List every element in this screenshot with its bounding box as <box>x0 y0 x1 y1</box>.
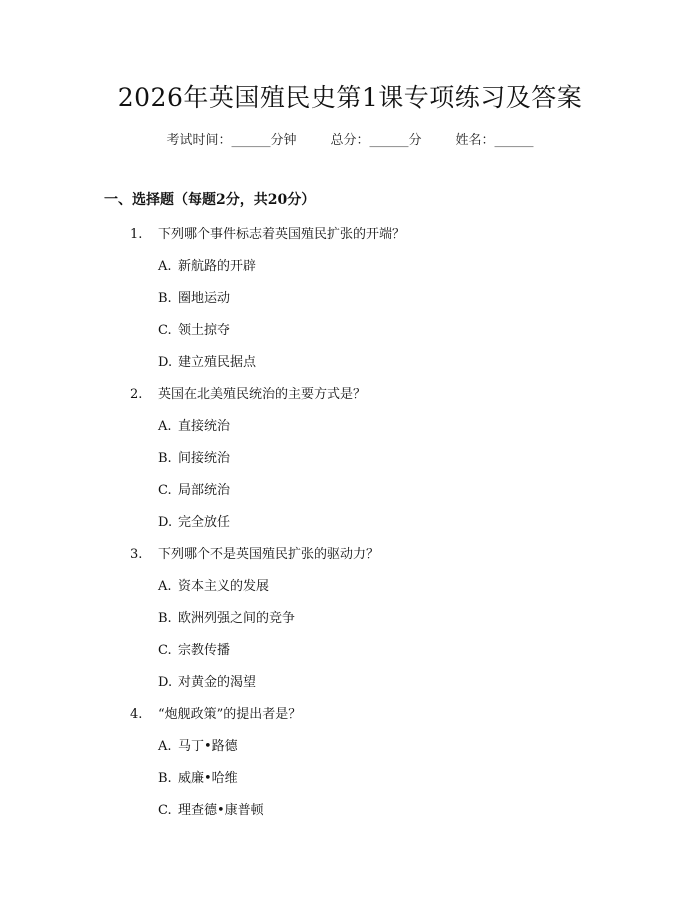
option-text: 宗教传播 <box>178 643 231 658</box>
question-4-option-a <box>0 731 700 763</box>
question-2-option-b <box>0 443 700 475</box>
option-letter: D. <box>158 515 173 530</box>
option-text: 间接统治 <box>178 451 231 466</box>
option-text: 建立殖民据点 <box>178 355 257 370</box>
question-text: 下列哪个事件标志着英国殖民扩张的开端？ <box>158 227 406 242</box>
option-text: 圈地运动 <box>178 291 231 306</box>
option-text: 威廉•哈维 <box>178 771 238 786</box>
question-3-option-b <box>0 603 700 635</box>
document-title: 2026年英国殖民史第1课专项练习及答案 <box>117 83 583 112</box>
question-2-option-d <box>0 507 700 539</box>
question-2 <box>0 379 700 411</box>
question-1-option-a <box>0 251 700 283</box>
question-3-option-d <box>0 667 700 699</box>
option-letter: A. <box>158 579 172 594</box>
option-letter: D. <box>158 355 173 370</box>
option-letter: C. <box>158 483 172 498</box>
question-number: 4. <box>130 707 143 722</box>
question-number: 2. <box>130 387 143 402</box>
option-text: 欧洲列强之间的竞争 <box>178 611 296 626</box>
option-letter: A. <box>158 259 172 274</box>
option-letter: A. <box>158 419 172 434</box>
option-text: 直接统治 <box>178 419 231 434</box>
option-letter: A. <box>158 739 172 754</box>
option-text: 对黄金的渴望 <box>178 675 257 690</box>
question-list <box>0 219 700 827</box>
question-number: 1. <box>130 227 143 242</box>
question-1-option-b <box>0 283 700 315</box>
option-text: 领土掠夺 <box>178 323 231 338</box>
question-4-option-c <box>0 795 700 827</box>
exam-meta-line <box>0 130 700 152</box>
question-1-option-d <box>0 347 700 379</box>
question-3 <box>0 539 700 571</box>
option-letter: B. <box>158 291 172 306</box>
question-text: 英国在北美殖民统治的主要方式是？ <box>158 387 367 402</box>
question-1-option-c <box>0 315 700 347</box>
exam-time-field: 考试时间：______分钟 <box>166 133 297 148</box>
option-letter: B. <box>158 771 172 786</box>
question-4 <box>0 699 700 731</box>
question-1 <box>0 219 700 251</box>
question-3-option-a <box>0 571 700 603</box>
question-2-option-a <box>0 411 700 443</box>
option-letter: D. <box>158 675 173 690</box>
option-letter: C. <box>158 803 172 818</box>
question-text: “炮舰政策”的提出者是？ <box>158 707 302 722</box>
question-2-option-c <box>0 475 700 507</box>
option-letter: B. <box>158 451 172 466</box>
option-text: 马丁•路德 <box>178 739 238 754</box>
option-text: 完全放任 <box>178 515 231 530</box>
option-text: 理查德•康普顿 <box>178 803 264 818</box>
option-letter: C. <box>158 323 172 338</box>
option-text: 局部统治 <box>178 483 231 498</box>
question-number: 3. <box>130 547 143 562</box>
question-4-option-b <box>0 763 700 795</box>
section-heading-multiple-choice: 一、选择题（每题2分，共20分） <box>104 192 316 208</box>
student-name-field: 姓名：______ <box>455 133 534 148</box>
option-text: 新航路的开辟 <box>178 259 257 274</box>
option-text: 资本主义的发展 <box>178 579 270 594</box>
question-text: 下列哪个不是英国殖民扩张的驱动力？ <box>158 547 380 562</box>
option-letter: C. <box>158 643 172 658</box>
option-letter: B. <box>158 611 172 626</box>
total-score-field: 总分：______分 <box>330 133 422 148</box>
question-3-option-c <box>0 635 700 667</box>
